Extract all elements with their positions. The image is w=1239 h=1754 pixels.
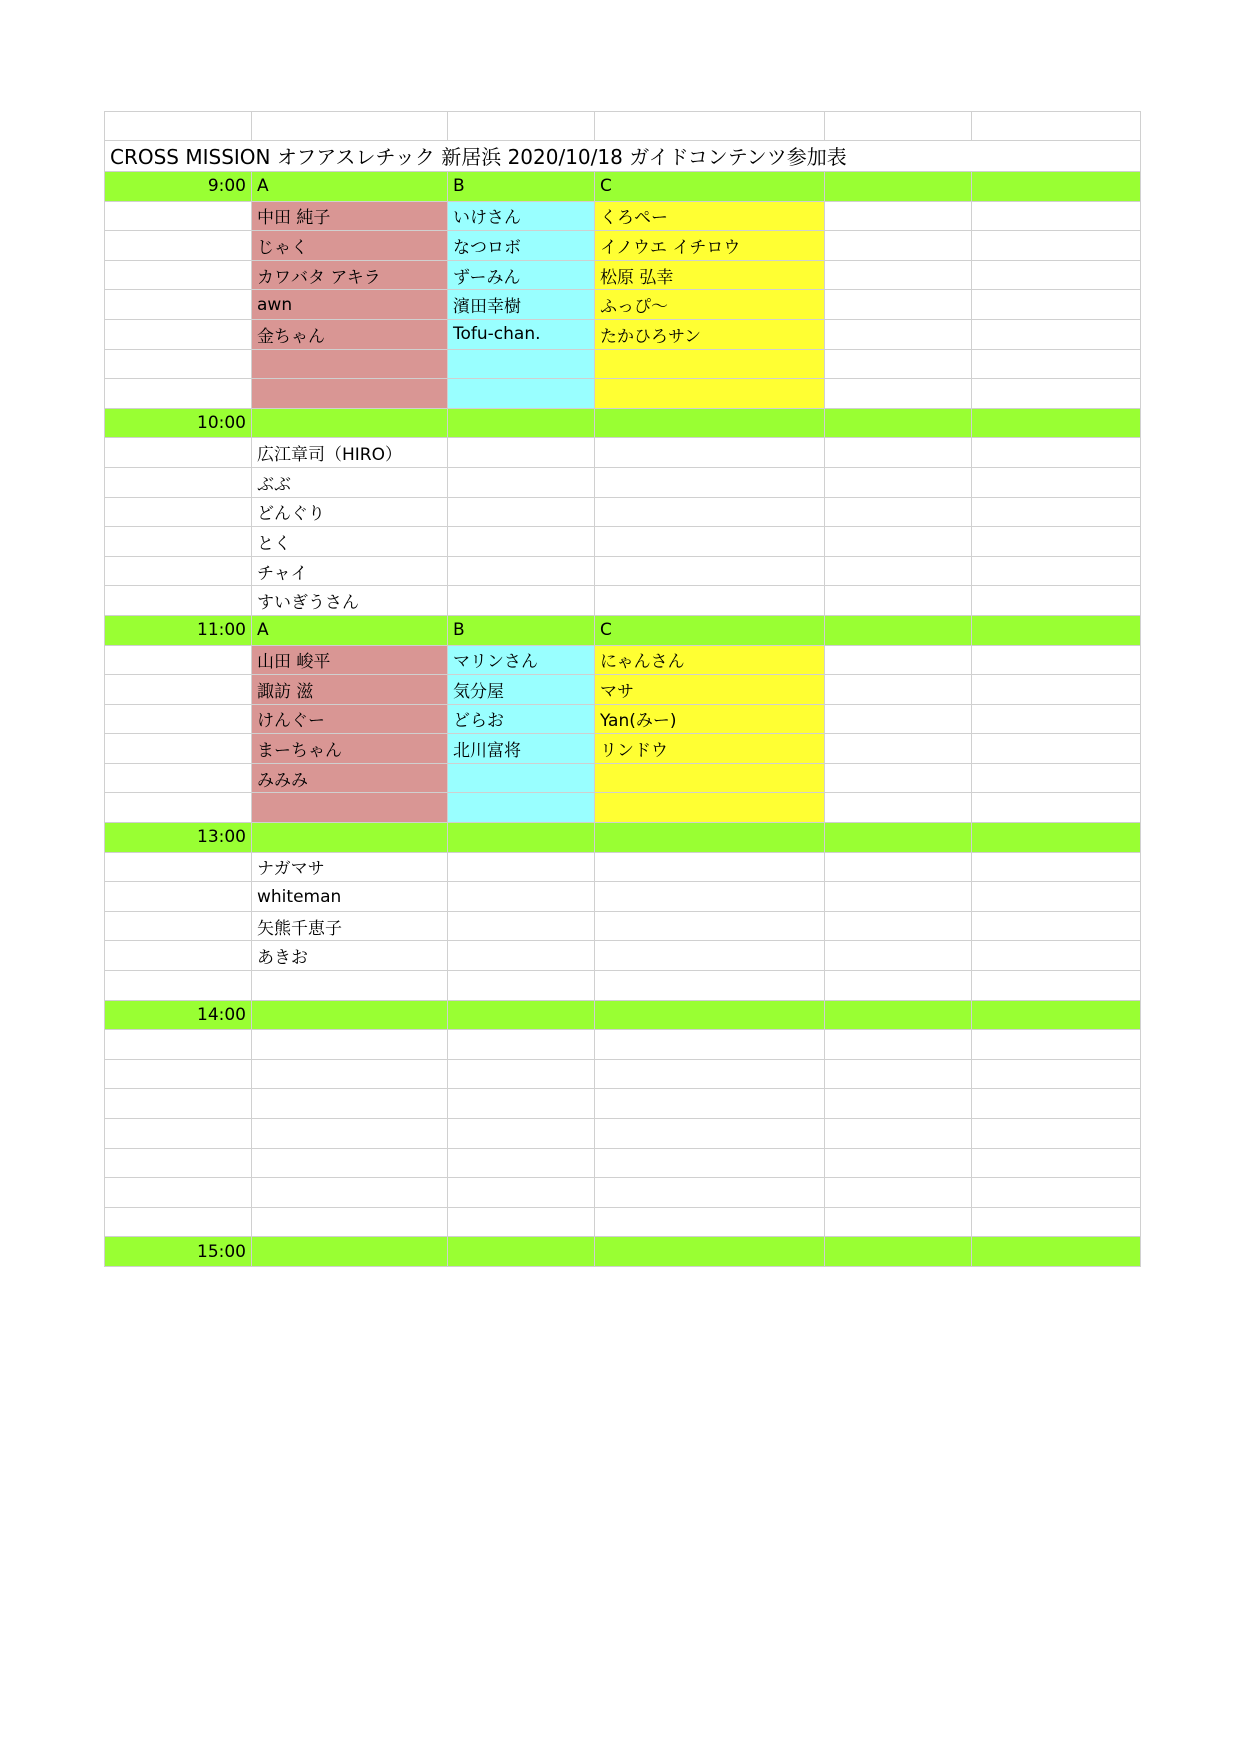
participant-cell: 北川富将	[448, 734, 595, 764]
participant-cell: 中田 純子	[252, 201, 448, 231]
table-row	[105, 793, 1141, 823]
table-row	[105, 675, 1141, 705]
participant-cell: みみみ	[252, 763, 448, 793]
participant-cell: とく	[252, 527, 448, 557]
time-row-1300	[105, 823, 1141, 853]
group-label-a: A	[252, 172, 448, 202]
participant-cell: けんぐー	[252, 704, 448, 734]
table-row	[105, 1089, 1141, 1119]
table-row	[105, 852, 1141, 882]
table-row	[105, 497, 1141, 527]
participant-cell: awn	[252, 290, 448, 320]
participant-cell: リンドウ	[595, 734, 825, 764]
time-row-1100	[105, 615, 1141, 645]
time-row-1000	[105, 408, 1141, 438]
table-row	[105, 231, 1141, 261]
participant-cell: ずーみん	[448, 260, 595, 290]
table-row	[105, 290, 1141, 320]
participant-cell: 金ちゃん	[252, 319, 448, 349]
group-label-b: B	[448, 172, 595, 202]
table-row	[105, 467, 1141, 497]
time-label: 11:00	[105, 615, 252, 645]
participant-cell: 諏訪 滋	[252, 675, 448, 705]
participant-cell: ふっぴ〜	[595, 290, 825, 320]
time-label: 13:00	[105, 823, 252, 853]
table-row	[105, 527, 1141, 557]
table-row	[105, 645, 1141, 675]
table-row	[105, 438, 1141, 468]
participant-cell: くろペー	[595, 201, 825, 231]
participant-cell: ナガマサ	[252, 852, 448, 882]
table-row	[105, 319, 1141, 349]
participant-cell: ぶぶ	[252, 467, 448, 497]
table-row	[105, 260, 1141, 290]
participant-cell: 気分屋	[448, 675, 595, 705]
participant-cell: 濱田幸樹	[448, 290, 595, 320]
table-row	[105, 1148, 1141, 1178]
participant-cell: Tofu-chan.	[448, 319, 595, 349]
group-label-a: A	[252, 615, 448, 645]
participant-cell: まーちゃん	[252, 734, 448, 764]
participant-cell: なつロボ	[448, 231, 595, 261]
table-row	[105, 349, 1141, 379]
table-row	[105, 556, 1141, 586]
table-row	[105, 971, 1141, 1001]
table-row	[105, 379, 1141, 409]
time-row-1500	[105, 1237, 1141, 1267]
participant-cell: 矢熊千恵子	[252, 911, 448, 941]
table-row	[105, 1030, 1141, 1060]
participant-cell: あきお	[252, 941, 448, 971]
table-row	[105, 911, 1141, 941]
participant-cell: 広江章司（HIRO）	[252, 438, 448, 468]
time-label: 14:00	[105, 1000, 252, 1030]
participant-cell: Yan(みー)	[595, 704, 825, 734]
participant-cell: じゃく	[252, 231, 448, 261]
participant-cell: whiteman	[252, 882, 448, 912]
participant-cell: にゃんさん	[595, 645, 825, 675]
sheet-title: CROSS MISSION オフアスレチック 新居浜 2020/10/18 ガイドコンテンツ参加表	[105, 141, 1141, 172]
group-label-c: C	[595, 172, 825, 202]
participant-sheet	[104, 111, 1141, 1267]
participant-cell: どらお	[448, 704, 595, 734]
table-row	[105, 586, 1141, 616]
participant-cell: イノウエ イチロウ	[595, 231, 825, 261]
table-row	[105, 882, 1141, 912]
table-row	[105, 201, 1141, 231]
participant-cell: どんぐり	[252, 497, 448, 527]
table-row	[105, 704, 1141, 734]
table-row	[105, 1059, 1141, 1089]
time-row-900	[105, 172, 1141, 202]
participant-cell: 山田 峻平	[252, 645, 448, 675]
group-label-b: B	[448, 615, 595, 645]
table-row	[105, 1207, 1141, 1237]
table-row	[105, 734, 1141, 764]
time-label: 9:00	[105, 172, 252, 202]
participant-cell: いけさん	[448, 201, 595, 231]
participant-cell: チャイ	[252, 556, 448, 586]
time-row-1400	[105, 1000, 1141, 1030]
participant-cell: カワバタ アキラ	[252, 260, 448, 290]
table-row	[105, 1119, 1141, 1149]
participant-cell: すいぎうさん	[252, 586, 448, 616]
time-label: 10:00	[105, 408, 252, 438]
participant-cell: マサ	[595, 675, 825, 705]
table-row	[105, 1178, 1141, 1208]
time-label: 15:00	[105, 1237, 252, 1267]
table-row	[105, 763, 1141, 793]
group-label-c: C	[595, 615, 825, 645]
participant-cell: マリンさん	[448, 645, 595, 675]
table-row	[105, 941, 1141, 971]
participant-cell: たかひろサン	[595, 319, 825, 349]
participant-cell: 松原 弘幸	[595, 260, 825, 290]
